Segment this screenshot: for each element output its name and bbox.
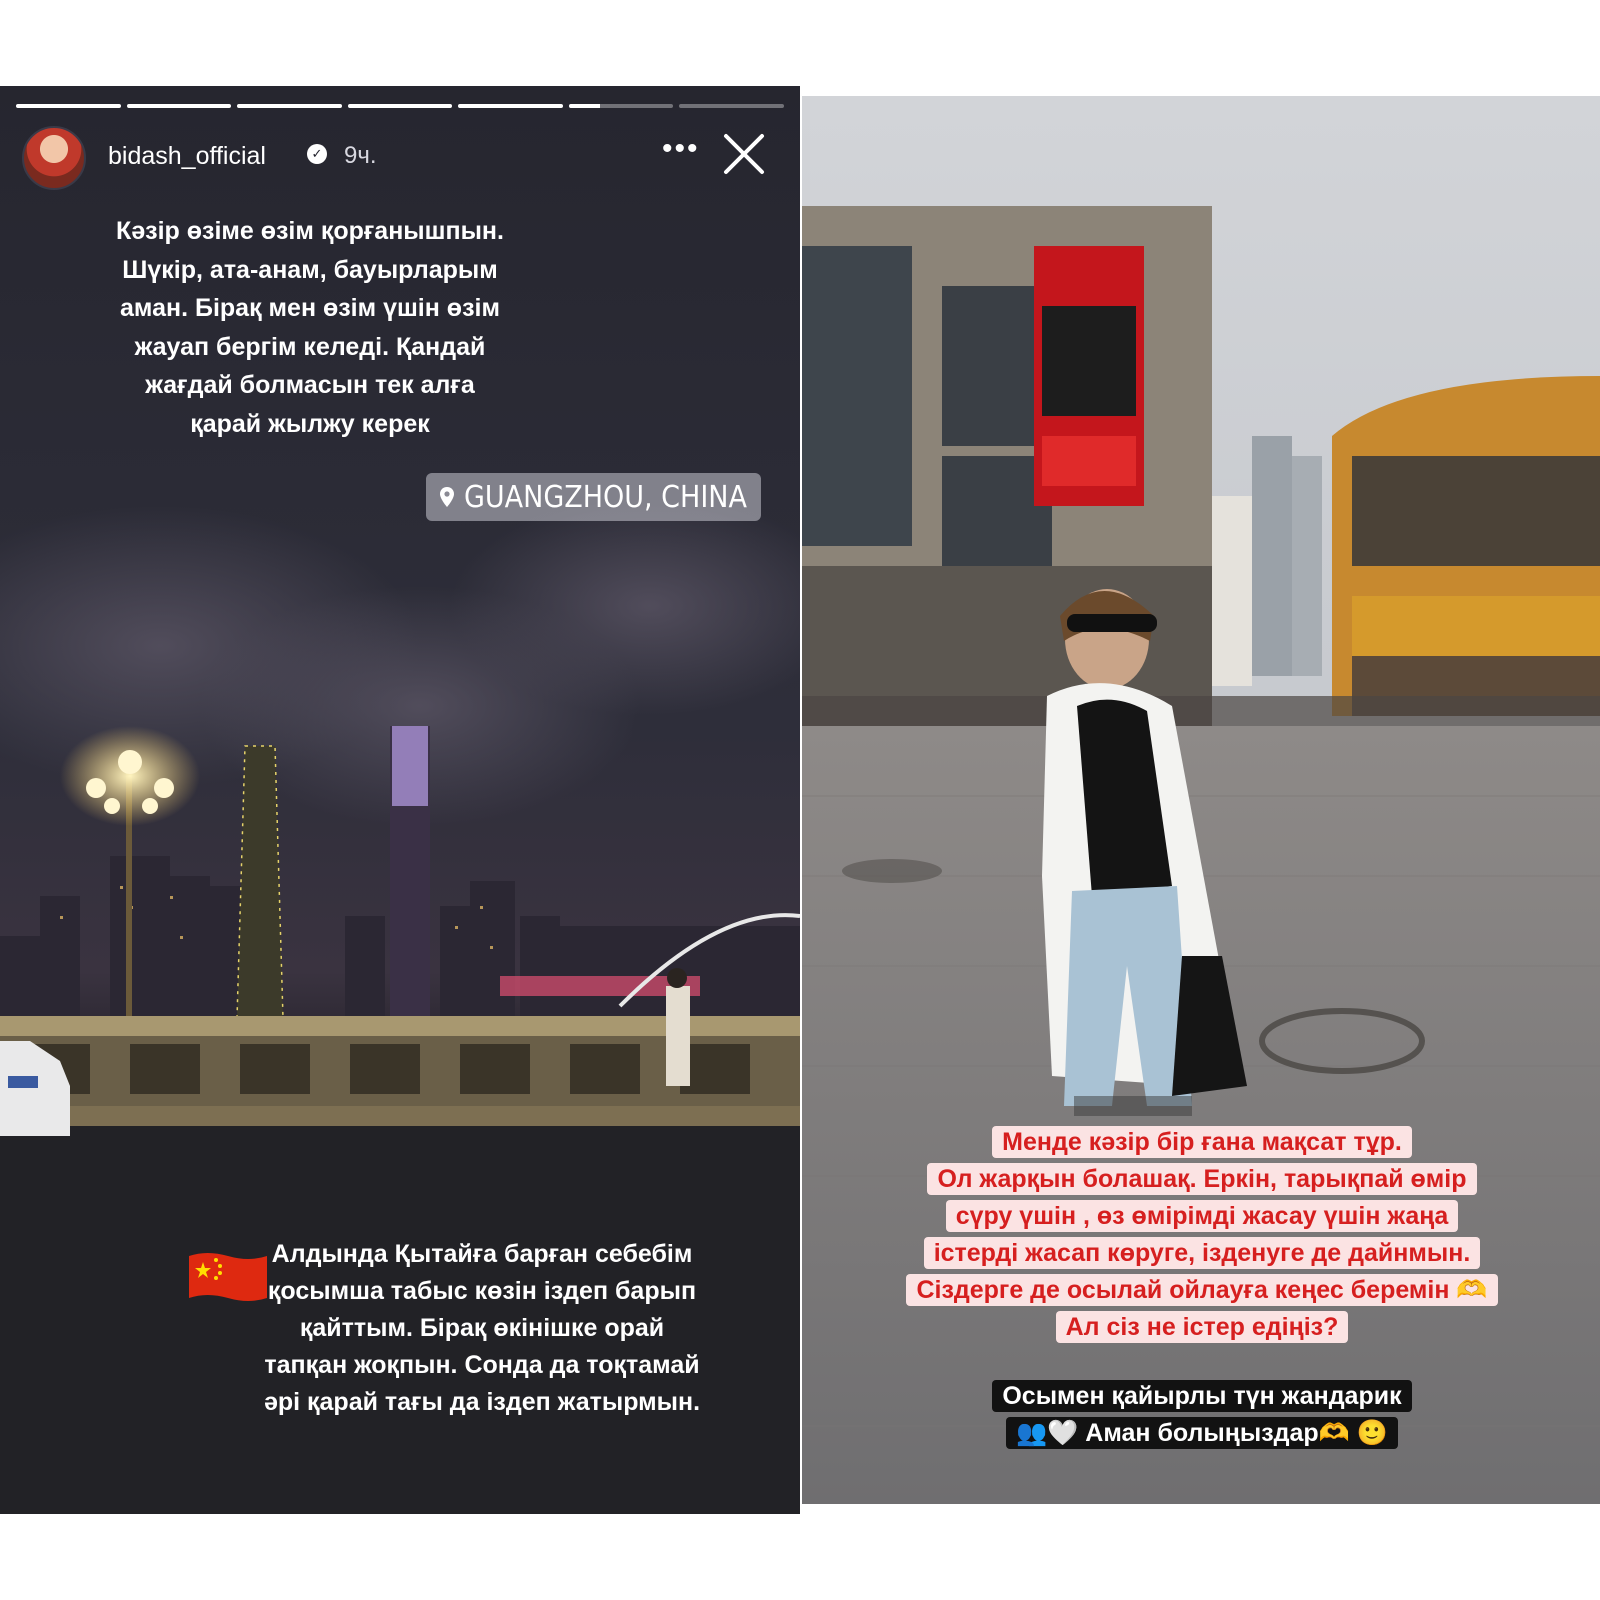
progress-segment bbox=[569, 104, 674, 108]
progress-segment bbox=[458, 104, 563, 108]
caption-line bbox=[872, 1309, 1532, 1346]
caption-line: Шүкір, ата-анам, бауырларым bbox=[122, 255, 498, 284]
caption-text: Менде кәзір бір ғана мақсат тұр. bbox=[992, 1126, 1412, 1158]
story-progress-bar bbox=[16, 104, 784, 108]
progress-fill bbox=[237, 104, 342, 108]
caption-line bbox=[872, 1272, 1532, 1309]
progress-segment bbox=[127, 104, 232, 108]
caption-text: Сіздерге де осылай ойлауға кеңес беремін 🫶 bbox=[906, 1274, 1497, 1306]
caption-text: Ол жарқын болашақ. Еркін, тарықпай өмір bbox=[927, 1163, 1476, 1195]
caption-text: сүру үшін , өз өмірімді жасау үшін жаңа bbox=[946, 1200, 1459, 1232]
caption-text: Осымен қайырлы түн жандарик bbox=[992, 1380, 1411, 1412]
progress-segment bbox=[16, 104, 121, 108]
progress-fill bbox=[569, 104, 600, 108]
story-caption-bottom bbox=[212, 1236, 752, 1421]
caption-line: қарай жылжу керек bbox=[190, 409, 430, 438]
progress-fill bbox=[127, 104, 232, 108]
more-options-button[interactable]: ••• bbox=[662, 132, 700, 165]
story-left-viewer[interactable] bbox=[0, 86, 800, 1514]
caption-line: жағдай болмасын тек алға bbox=[145, 371, 475, 399]
location-sticker[interactable] bbox=[426, 473, 761, 521]
avatar[interactable] bbox=[22, 126, 86, 190]
username[interactable]: bidash_official bbox=[108, 142, 266, 170]
caption-text: істерді жасап көруге, ізденуге де дайнмын. bbox=[924, 1237, 1481, 1269]
location-pin-icon bbox=[440, 487, 454, 507]
caption-line: Алдында Қытайға барған себебім bbox=[271, 1240, 693, 1268]
post-time: 9ч. bbox=[344, 142, 377, 169]
caption-line bbox=[872, 1198, 1532, 1235]
progress-segment bbox=[348, 104, 453, 108]
caption-text: 👥🤍 Аман болыңыздар🫶 🙂 bbox=[1006, 1417, 1398, 1449]
story-caption-top bbox=[40, 212, 580, 443]
caption-line: әрі қарай тағы да іздеп жатырмын. bbox=[263, 1388, 701, 1416]
caption-line: аман. Бірақ мен өзім үшін өзім bbox=[120, 294, 500, 322]
caption-line bbox=[932, 1415, 1472, 1452]
progress-fill bbox=[16, 104, 121, 108]
caption-text: Ал сіз не істер едіңіз? bbox=[1056, 1311, 1349, 1343]
story-header bbox=[22, 124, 782, 188]
story-caption-black bbox=[932, 1378, 1472, 1452]
caption-line: қосымша табыс көзін іздеп барып bbox=[267, 1277, 697, 1305]
caption-line: қайттым. Бірақ өкінішке орай bbox=[299, 1314, 665, 1342]
story-right-viewer[interactable] bbox=[802, 96, 1600, 1504]
caption-line bbox=[932, 1378, 1472, 1415]
location-label: GUANGZHOU, CHINA bbox=[464, 479, 747, 515]
caption-line: жауап бергім келеді. Қандай bbox=[134, 332, 486, 361]
story-caption-red bbox=[872, 1124, 1532, 1346]
progress-segment bbox=[237, 104, 342, 108]
progress-segment bbox=[679, 104, 784, 108]
close-icon[interactable] bbox=[722, 132, 766, 176]
caption-line bbox=[872, 1235, 1532, 1272]
caption-line bbox=[872, 1124, 1532, 1161]
caption-line bbox=[872, 1161, 1532, 1198]
progress-fill bbox=[458, 104, 563, 108]
caption-line: Кәзір өзіме өзім қорғанышпын. bbox=[116, 217, 504, 245]
progress-fill bbox=[348, 104, 453, 108]
caption-line: тапқан жоқпын. Сонда да тоқтамай bbox=[264, 1351, 700, 1379]
verified-badge-icon: ✓ bbox=[307, 144, 327, 164]
